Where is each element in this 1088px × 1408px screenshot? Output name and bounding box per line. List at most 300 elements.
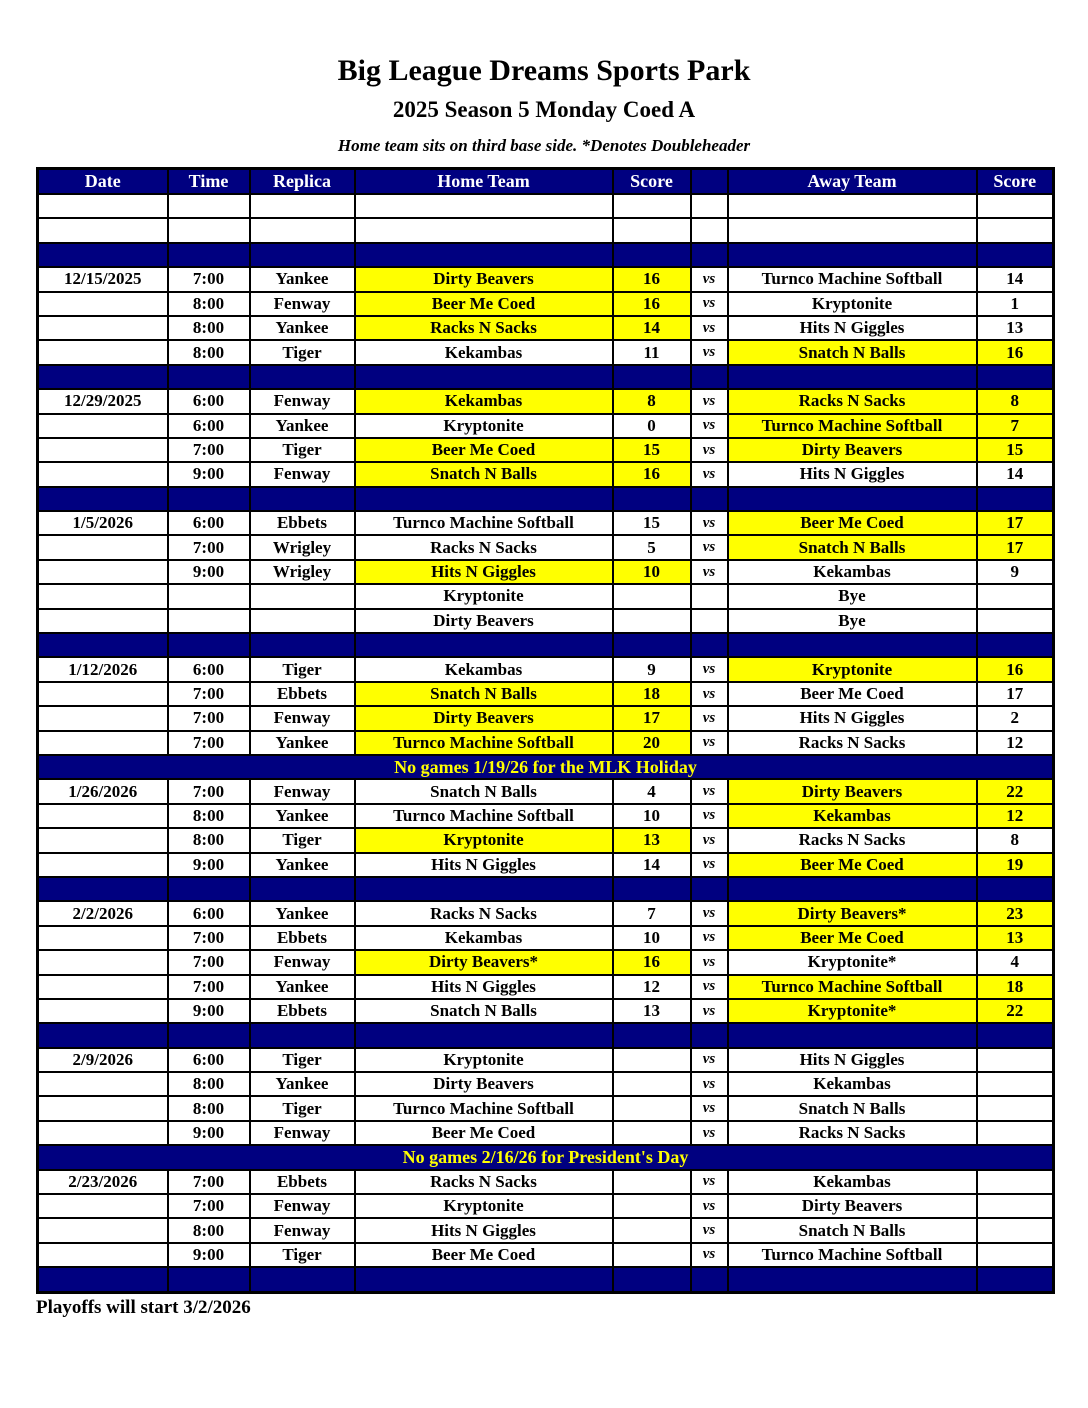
home-score-cell: 11 [613, 340, 691, 364]
replica-cell [250, 609, 355, 633]
date-cell [38, 1243, 168, 1267]
replica-cell: Yankee [250, 316, 355, 340]
vs-cell: vs [691, 779, 728, 803]
date-cell: 1/26/2026 [38, 779, 168, 803]
home-team-cell: Racks N Sacks [355, 535, 613, 559]
sep-cell-4 [613, 243, 691, 267]
away-team-cell: Beer Me Coed [728, 853, 977, 877]
date-cell [38, 1194, 168, 1218]
sep-cell-4 [613, 633, 691, 657]
home-team-cell: Beer Me Coed [355, 438, 613, 462]
date-cell [38, 682, 168, 706]
away-score-cell: 17 [977, 511, 1054, 535]
date-cell [38, 316, 168, 340]
vs-cell: vs [691, 828, 728, 852]
away-score-cell: 8 [977, 389, 1054, 413]
vs-cell: vs [691, 975, 728, 999]
away-score-cell: 16 [977, 657, 1054, 681]
date-cell [38, 462, 168, 486]
home-score-cell [613, 1121, 691, 1145]
away-score-cell: 18 [977, 975, 1054, 999]
home-score-cell: 15 [613, 438, 691, 462]
sep-cell-6 [728, 1267, 977, 1292]
vs-cell: vs [691, 535, 728, 559]
time-cell: 8:00 [168, 804, 250, 828]
replica-cell: Wrigley [250, 535, 355, 559]
home-score-cell: 17 [613, 706, 691, 730]
schedule-rows [38, 194, 1054, 1292]
empty-cell-2 [250, 218, 355, 242]
home-team-cell: Dirty Beavers [355, 267, 613, 291]
home-team-cell: Snatch N Balls [355, 999, 613, 1023]
away-team-cell: Snatch N Balls [728, 1096, 977, 1120]
home-team-cell: Kryptonite [355, 414, 613, 438]
away-team-cell: Kryptonite [728, 657, 977, 681]
date-cell [38, 1121, 168, 1145]
sep-cell-6 [728, 365, 977, 389]
vs-cell [691, 609, 728, 633]
home-score-cell: 12 [613, 975, 691, 999]
time-cell: 6:00 [168, 901, 250, 925]
sep-cell-6 [728, 1023, 977, 1047]
away-team-cell: Snatch N Balls [728, 1218, 977, 1242]
away-team-cell: Turnco Machine Softball [728, 267, 977, 291]
replica-cell: Tiger [250, 1048, 355, 1072]
sep-cell-4 [613, 365, 691, 389]
date-cell [38, 731, 168, 755]
header-home-score: Score [613, 169, 691, 195]
date-cell: 2/2/2026 [38, 901, 168, 925]
header-time: Time [168, 169, 250, 195]
away-team-cell: Kekambas [728, 1072, 977, 1096]
time-cell: 9:00 [168, 999, 250, 1023]
away-team-cell: Kryptonite* [728, 999, 977, 1023]
time-cell: 8:00 [168, 1096, 250, 1120]
home-team-cell: Hits N Giggles [355, 1218, 613, 1242]
sep-cell-2 [250, 243, 355, 267]
away-score-cell [977, 1048, 1054, 1072]
replica-cell: Tiger [250, 340, 355, 364]
home-score-cell: 9 [613, 657, 691, 681]
date-cell [38, 804, 168, 828]
away-team-cell: Turnco Machine Softball [728, 414, 977, 438]
away-score-cell [977, 1243, 1054, 1267]
empty-cell-6 [728, 194, 977, 218]
vs-cell: vs [691, 950, 728, 974]
sep-cell-6 [728, 487, 977, 511]
away-team-cell: Hits N Giggles [728, 316, 977, 340]
replica-cell: Tiger [250, 1243, 355, 1267]
away-score-cell: 7 [977, 414, 1054, 438]
game-row [38, 706, 1054, 730]
home-score-cell: 18 [613, 682, 691, 706]
home-team-cell: Beer Me Coed [355, 292, 613, 316]
game-row [38, 535, 1054, 559]
header-row [38, 169, 1054, 195]
home-team-cell: Snatch N Balls [355, 462, 613, 486]
separator-row [38, 877, 1054, 901]
time-cell: 7:00 [168, 779, 250, 803]
game-row [38, 511, 1054, 535]
replica-cell: Fenway [250, 1194, 355, 1218]
away-score-cell: 17 [977, 682, 1054, 706]
empty-cell-1 [168, 218, 250, 242]
away-team-cell: Hits N Giggles [728, 1048, 977, 1072]
sep-cell-1 [168, 487, 250, 511]
away-team-cell: Kekambas [728, 1170, 977, 1194]
time-cell: 7:00 [168, 950, 250, 974]
header-vs [691, 169, 728, 195]
time-cell: 9:00 [168, 1121, 250, 1145]
time-cell: 8:00 [168, 340, 250, 364]
sep-cell-3 [355, 1023, 613, 1047]
replica-cell [250, 584, 355, 608]
replica-cell: Yankee [250, 853, 355, 877]
separator-row [38, 1023, 1054, 1047]
home-score-cell: 20 [613, 731, 691, 755]
away-score-cell [977, 1194, 1054, 1218]
away-team-cell: Dirty Beavers [728, 1194, 977, 1218]
vs-cell: vs [691, 926, 728, 950]
home-team-cell: Dirty Beavers* [355, 950, 613, 974]
home-team-cell: Dirty Beavers [355, 706, 613, 730]
away-team-cell: Racks N Sacks [728, 731, 977, 755]
replica-cell: Fenway [250, 292, 355, 316]
vs-cell: vs [691, 292, 728, 316]
sep-cell-1 [168, 365, 250, 389]
home-team-cell: Dirty Beavers [355, 1072, 613, 1096]
home-score-cell [613, 1194, 691, 1218]
vs-cell: vs [691, 340, 728, 364]
date-cell [38, 292, 168, 316]
time-cell: 7:00 [168, 438, 250, 462]
date-cell [38, 535, 168, 559]
date-cell [38, 999, 168, 1023]
away-score-cell: 12 [977, 731, 1054, 755]
sep-cell-2 [250, 1023, 355, 1047]
game-row [38, 1096, 1054, 1120]
home-team-cell: Kryptonite [355, 584, 613, 608]
home-score-cell [613, 1048, 691, 1072]
replica-cell: Wrigley [250, 560, 355, 584]
away-team-cell: Turnco Machine Softball [728, 1243, 977, 1267]
game-row [38, 657, 1054, 681]
vs-cell: vs [691, 731, 728, 755]
bye-row [38, 609, 1054, 633]
game-row [38, 1072, 1054, 1096]
vs-cell: vs [691, 1096, 728, 1120]
date-cell [38, 926, 168, 950]
replica-cell: Fenway [250, 462, 355, 486]
home-team-cell: Turnco Machine Softball [355, 1096, 613, 1120]
replica-cell: Fenway [250, 706, 355, 730]
sep-cell-0 [38, 1023, 168, 1047]
home-team-cell: Kekambas [355, 926, 613, 950]
game-row [38, 316, 1054, 340]
empty-row [38, 194, 1054, 218]
sep-cell-0 [38, 487, 168, 511]
home-score-cell: 16 [613, 462, 691, 486]
away-score-cell: 14 [977, 462, 1054, 486]
sep-cell-1 [168, 633, 250, 657]
time-cell: 9:00 [168, 462, 250, 486]
away-team-cell: Kryptonite* [728, 950, 977, 974]
game-row [38, 414, 1054, 438]
game-row [38, 438, 1054, 462]
separator-row [38, 487, 1054, 511]
vs-cell: vs [691, 804, 728, 828]
page-title: Big League Dreams Sports Park [337, 54, 751, 87]
away-team-cell: Kekambas [728, 804, 977, 828]
date-cell: 1/5/2026 [38, 511, 168, 535]
holiday-note: No games 2/16/26 for President's Day [38, 1145, 1054, 1169]
time-cell: 9:00 [168, 560, 250, 584]
time-cell: 8:00 [168, 316, 250, 340]
sep-cell-3 [355, 487, 613, 511]
away-team-cell: Hits N Giggles [728, 462, 977, 486]
away-team-cell: Dirty Beavers [728, 438, 977, 462]
home-score-cell [613, 1218, 691, 1242]
away-team-cell: Beer Me Coed [728, 926, 977, 950]
date-cell [38, 1072, 168, 1096]
sep-cell-6 [728, 243, 977, 267]
sep-cell-0 [38, 365, 168, 389]
game-row [38, 267, 1054, 291]
vs-cell: vs [691, 316, 728, 340]
away-team-cell: Dirty Beavers* [728, 901, 977, 925]
replica-cell: Yankee [250, 975, 355, 999]
game-row [38, 682, 1054, 706]
date-cell [38, 828, 168, 852]
header-date: Date [38, 169, 168, 195]
away-score-cell: 16 [977, 340, 1054, 364]
home-score-cell: 14 [613, 853, 691, 877]
replica-cell: Yankee [250, 804, 355, 828]
home-score-cell: 10 [613, 804, 691, 828]
empty-cell-3 [355, 218, 613, 242]
bye-row [38, 584, 1054, 608]
replica-cell: Yankee [250, 901, 355, 925]
home-team-cell: Hits N Giggles [355, 975, 613, 999]
vs-cell: vs [691, 560, 728, 584]
empty-cell-5 [691, 218, 728, 242]
home-score-cell [613, 584, 691, 608]
separator-row [38, 633, 1054, 657]
sep-cell-1 [168, 243, 250, 267]
away-score-cell: 15 [977, 438, 1054, 462]
away-team-cell: Bye [728, 584, 977, 608]
time-cell [168, 609, 250, 633]
away-team-cell: Racks N Sacks [728, 1121, 977, 1145]
empty-row [38, 218, 1054, 242]
date-cell [38, 414, 168, 438]
replica-cell: Ebbets [250, 511, 355, 535]
date-cell: 12/29/2025 [38, 389, 168, 413]
time-cell: 7:00 [168, 267, 250, 291]
home-score-cell [613, 609, 691, 633]
home-score-cell [613, 1096, 691, 1120]
sep-cell-3 [355, 633, 613, 657]
away-score-cell: 2 [977, 706, 1054, 730]
time-cell: 9:00 [168, 1243, 250, 1267]
sep-cell-4 [613, 1023, 691, 1047]
empty-cell-0 [38, 218, 168, 242]
home-score-cell [613, 1072, 691, 1096]
time-cell: 7:00 [168, 975, 250, 999]
empty-cell-4 [613, 194, 691, 218]
sep-cell-4 [613, 877, 691, 901]
vs-cell: vs [691, 1072, 728, 1096]
vs-cell: vs [691, 414, 728, 438]
away-score-cell [977, 1170, 1054, 1194]
home-score-cell: 4 [613, 779, 691, 803]
vs-cell: vs [691, 438, 728, 462]
game-row [38, 828, 1054, 852]
replica-cell: Fenway [250, 1218, 355, 1242]
away-team-cell: Beer Me Coed [728, 682, 977, 706]
home-score-cell: 10 [613, 926, 691, 950]
game-row [38, 1218, 1054, 1242]
away-score-cell [977, 1218, 1054, 1242]
home-score-cell: 13 [613, 999, 691, 1023]
away-score-cell: 8 [977, 828, 1054, 852]
empty-cell-2 [250, 194, 355, 218]
sep-cell-7 [977, 243, 1054, 267]
home-team-cell: Kryptonite [355, 1048, 613, 1072]
vs-cell: vs [691, 1243, 728, 1267]
replica-cell: Ebbets [250, 926, 355, 950]
time-cell: 6:00 [168, 1048, 250, 1072]
sep-cell-4 [613, 1267, 691, 1292]
sep-cell-2 [250, 1267, 355, 1292]
replica-cell: Fenway [250, 1121, 355, 1145]
sep-cell-1 [168, 1023, 250, 1047]
sep-cell-0 [38, 633, 168, 657]
time-cell: 6:00 [168, 389, 250, 413]
sep-cell-0 [38, 877, 168, 901]
time-cell: 8:00 [168, 292, 250, 316]
home-score-cell: 16 [613, 950, 691, 974]
time-cell: 6:00 [168, 657, 250, 681]
home-team-cell: Turnco Machine Softball [355, 511, 613, 535]
home-team-cell: Dirty Beavers [355, 609, 613, 633]
game-row [38, 1243, 1054, 1267]
home-team-note: Home team sits on third base side. *Denotes Doubleheader [337, 136, 751, 155]
schedule-table [36, 167, 1055, 1294]
home-team-cell: Kryptonite [355, 1194, 613, 1218]
vs-cell: vs [691, 1194, 728, 1218]
time-cell: 6:00 [168, 414, 250, 438]
empty-cell-3 [355, 194, 613, 218]
home-score-cell [613, 1170, 691, 1194]
sep-cell-5 [691, 1267, 728, 1292]
away-team-cell: Racks N Sacks [728, 389, 977, 413]
time-cell [168, 584, 250, 608]
sep-cell-1 [168, 1267, 250, 1292]
home-score-cell: 16 [613, 267, 691, 291]
game-row [38, 462, 1054, 486]
replica-cell: Yankee [250, 1072, 355, 1096]
away-team-cell: Kekambas [728, 560, 977, 584]
away-score-cell [977, 1096, 1054, 1120]
away-score-cell: 19 [977, 853, 1054, 877]
away-team-cell: Kryptonite [728, 292, 977, 316]
replica-cell: Fenway [250, 779, 355, 803]
sep-cell-5 [691, 1023, 728, 1047]
game-row [38, 804, 1054, 828]
home-team-cell: Turnco Machine Softball [355, 804, 613, 828]
sep-cell-3 [355, 365, 613, 389]
away-score-cell [977, 609, 1054, 633]
away-score-cell: 22 [977, 999, 1054, 1023]
time-cell: 8:00 [168, 1218, 250, 1242]
sep-cell-6 [728, 877, 977, 901]
date-cell [38, 853, 168, 877]
home-team-cell: Beer Me Coed [355, 1121, 613, 1145]
sep-cell-2 [250, 877, 355, 901]
home-team-cell: Turnco Machine Softball [355, 731, 613, 755]
holiday-note-row [38, 755, 1054, 779]
home-team-cell: Kekambas [355, 340, 613, 364]
holiday-note: No games 1/19/26 for the MLK Holiday [38, 755, 1054, 779]
game-row [38, 292, 1054, 316]
replica-cell: Ebbets [250, 1170, 355, 1194]
sep-cell-7 [977, 1267, 1054, 1292]
separator-row [38, 1267, 1054, 1292]
empty-cell-7 [977, 194, 1054, 218]
away-score-cell: 4 [977, 950, 1054, 974]
time-cell: 7:00 [168, 682, 250, 706]
game-row [38, 999, 1054, 1023]
replica-cell: Yankee [250, 414, 355, 438]
vs-cell: vs [691, 853, 728, 877]
sep-cell-7 [977, 633, 1054, 657]
away-team-cell: Beer Me Coed [728, 511, 977, 535]
game-row [38, 950, 1054, 974]
home-team-cell: Kekambas [355, 389, 613, 413]
replica-cell: Yankee [250, 731, 355, 755]
sep-cell-1 [168, 877, 250, 901]
date-cell [38, 609, 168, 633]
away-score-cell: 12 [977, 804, 1054, 828]
home-team-cell: Racks N Sacks [355, 316, 613, 340]
time-cell: 7:00 [168, 706, 250, 730]
vs-cell: vs [691, 706, 728, 730]
date-cell [38, 438, 168, 462]
home-team-cell: Kekambas [355, 657, 613, 681]
sep-cell-7 [977, 1023, 1054, 1047]
date-cell [38, 950, 168, 974]
sep-cell-7 [977, 877, 1054, 901]
home-team-cell: Snatch N Balls [355, 779, 613, 803]
home-team-cell: Hits N Giggles [355, 560, 613, 584]
sep-cell-5 [691, 243, 728, 267]
replica-cell: Fenway [250, 950, 355, 974]
away-score-cell: 9 [977, 560, 1054, 584]
header-away-team: Away Team [728, 169, 977, 195]
sep-cell-0 [38, 1267, 168, 1292]
away-score-cell [977, 1072, 1054, 1096]
home-team-cell: Beer Me Coed [355, 1243, 613, 1267]
sep-cell-3 [355, 1267, 613, 1292]
home-score-cell: 16 [613, 292, 691, 316]
time-cell: 7:00 [168, 1170, 250, 1194]
empty-cell-7 [977, 218, 1054, 242]
game-row [38, 1121, 1054, 1145]
header-away-score: Score [977, 169, 1054, 195]
holiday-note-row [38, 1145, 1054, 1169]
game-row [38, 1194, 1054, 1218]
